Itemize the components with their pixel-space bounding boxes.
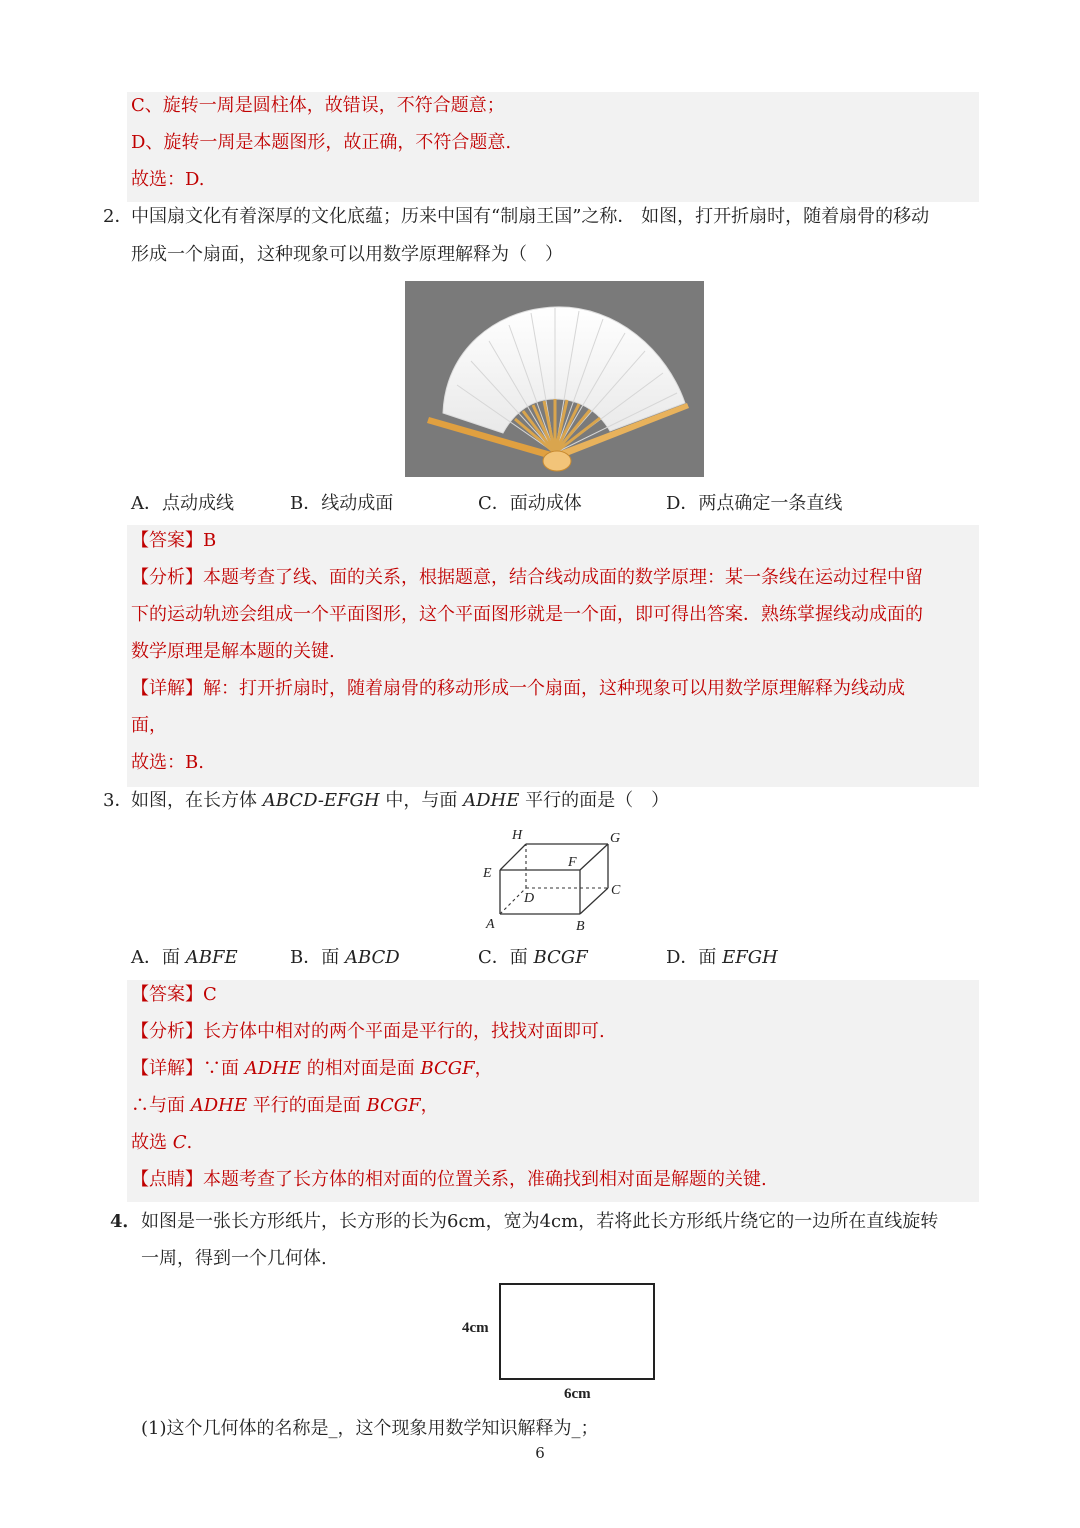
q3-option-c-face: BCGF	[533, 947, 588, 968]
q3-option-c	[478, 946, 588, 970]
q3-detail-2d: BCGF	[366, 1095, 421, 1116]
q2-analysis-1	[131, 566, 923, 590]
vertex-label-a: A	[486, 917, 495, 932]
q3-option-b-prefix: B．面	[290, 947, 345, 968]
q3-detail-1e: ，	[474, 1058, 493, 1079]
q3-option-b	[290, 946, 400, 970]
q4-stem-1a: 如图是一张长方形纸片，长方形的长为	[141, 1211, 447, 1232]
q3-detail-2b: ADHE	[190, 1095, 248, 1116]
q2-option-b: B．线动成面	[290, 493, 394, 514]
q3-option-c-prefix: C．面	[478, 947, 534, 968]
q3-detail-2	[131, 1094, 439, 1118]
vertex-label-g: G	[610, 831, 621, 846]
q3-detail-1c: 的相对面是面	[301, 1058, 421, 1079]
q2-answer-tag: 【答案】	[131, 530, 203, 551]
q2-answer-value: B	[203, 530, 217, 551]
vertex-label-b: B	[576, 919, 585, 934]
q4-stem-1c: ，若将此长方形纸片绕它的一边所在直线旋转	[578, 1211, 939, 1232]
q3-detail-tag: 【详解】	[131, 1058, 203, 1079]
q4-stem-line1	[141, 1210, 938, 1234]
q2-detail-2: 面，	[131, 715, 167, 736]
q3-tip-text: 本题考查了长方体的相对面的位置关系，准确找到相对面是解题的关键.	[203, 1169, 767, 1190]
q3-choice-a: 故选	[131, 1132, 173, 1153]
q1-line-d: D、旋转一周是本题图形，故正确，不符合题意.	[131, 132, 512, 153]
q3-option-a-prefix: A．面	[131, 947, 186, 968]
q2-analysis-tag: 【分析】	[131, 567, 203, 588]
q3-detail-1b: ADHE	[244, 1058, 302, 1079]
q2-analysis-3: 数学原理是解本题的关键.	[131, 641, 335, 662]
q4-stem-line2: 一周，得到一个几何体.	[141, 1248, 327, 1269]
q2-option-c: C．面动成体	[478, 493, 582, 514]
q2-option-d: D．两点确定一条直线	[666, 493, 843, 514]
q2-analysis-2: 下的运动轨迹会组成一个平面图形，这个平面图形就是一个面，即可得出答案．熟练掌握线动成面的	[131, 604, 923, 625]
q3-stem	[131, 789, 669, 813]
q4-width-value: 4cm	[539, 1211, 579, 1232]
q3-tip-tag: 【点睛】	[131, 1169, 203, 1190]
q3-analysis-text: 长方体中相对的两个平面是平行的，找找对面即可.	[203, 1021, 605, 1042]
q3-option-d-face: EFGH	[722, 947, 778, 968]
q3-stem-d: ADHE	[463, 790, 520, 811]
q3-detail-1a: ∵面	[203, 1058, 245, 1079]
q3-detail-2a: ∴与面	[131, 1095, 191, 1116]
q3-choice-b: C	[172, 1132, 187, 1153]
cuboid-drawing	[478, 824, 628, 936]
q3-stem-e: 平行的面是（ ）	[519, 790, 670, 811]
q2-detail-1	[131, 677, 905, 701]
q2-analysis-text-1: 本题考查了线、面的关系，根据题意，结合线动成面的数学原理：某一条线在运动过程中留	[203, 567, 923, 588]
q3-option-a	[131, 946, 238, 970]
q2-answer	[131, 529, 216, 553]
rectangle-width-label: 6cm	[564, 1386, 591, 1402]
q3-analysis-tag: 【分析】	[131, 1021, 203, 1042]
q3-stem-b: ABCD-EFGH	[262, 790, 380, 811]
q3-answer-value: C	[203, 984, 217, 1005]
q3-detail-1d: BCGF	[420, 1058, 475, 1079]
q3-answer-tag: 【答案】	[131, 984, 203, 1005]
cuboid-figure	[478, 824, 628, 936]
q2-option-a: A．点动成线	[131, 493, 234, 514]
q3-detail-2c: 平行的面是面	[247, 1095, 367, 1116]
q2-stem-line2: 形成一个扇面，这种现象可以用数学原理解释为（ ）	[131, 244, 563, 265]
q3-tip	[131, 1168, 767, 1192]
q3-analysis	[131, 1020, 605, 1044]
folding-fan-image	[405, 281, 704, 477]
q3-choice-c: .	[186, 1132, 193, 1153]
q2-detail-text-1: 解：打开折扇时，随着扇骨的移动形成一个扇面，这种现象可以用数学原理解释为线动成	[203, 678, 905, 699]
q3-option-d-prefix: D．面	[666, 947, 723, 968]
fan-illustration	[405, 281, 704, 477]
q2-stem-line1: 中国扇文化有着深厚的文化底蕴；历来中国有“制扇王国”之称． 如图，打开折扇时，随着扇骨的移动	[131, 206, 930, 227]
q4-length-value: 6cm	[447, 1211, 486, 1232]
q3-stem-c: 中，与面	[379, 790, 464, 811]
q3-detail-1	[131, 1057, 493, 1081]
q3-option-d	[666, 946, 778, 970]
q3-choice	[131, 1131, 192, 1155]
page-number: 6	[535, 1444, 545, 1462]
q2-detail-tag: 【详解】	[131, 678, 203, 699]
q2-choice: 故选：B.	[131, 752, 204, 773]
q4-stem-1b: ，宽为	[485, 1211, 540, 1232]
q3-number: 3．	[103, 790, 133, 811]
q1-line-c: C、旋转一周是圆柱体，故错误，不符合题意；	[131, 95, 505, 116]
q1-choice: 故选：D.	[131, 169, 205, 190]
q3-option-a-face: ABFE	[185, 947, 238, 968]
q4-number: 4．	[110, 1211, 141, 1232]
q3-stem-a: 如图，在长方体	[131, 790, 263, 811]
q3-detail-2e: ，	[420, 1095, 439, 1116]
q3-answer	[131, 983, 217, 1007]
vertex-label-h: H	[512, 828, 523, 843]
vertex-label-f: F	[568, 855, 577, 870]
vertex-label-e: E	[483, 866, 492, 881]
vertex-label-d: D	[524, 891, 535, 906]
rectangle-drawing	[460, 1282, 660, 1404]
rectangle-height-label: 4cm	[462, 1320, 489, 1336]
vertex-label-c: C	[611, 883, 621, 898]
q4-sub-question-1: (1)这个几何体的名称是_，这个现象用数学知识解释为_；	[141, 1418, 599, 1439]
q2-number: 2．	[103, 206, 133, 227]
rectangle-figure	[460, 1282, 660, 1404]
q3-option-b-face: ABCD	[344, 947, 400, 968]
